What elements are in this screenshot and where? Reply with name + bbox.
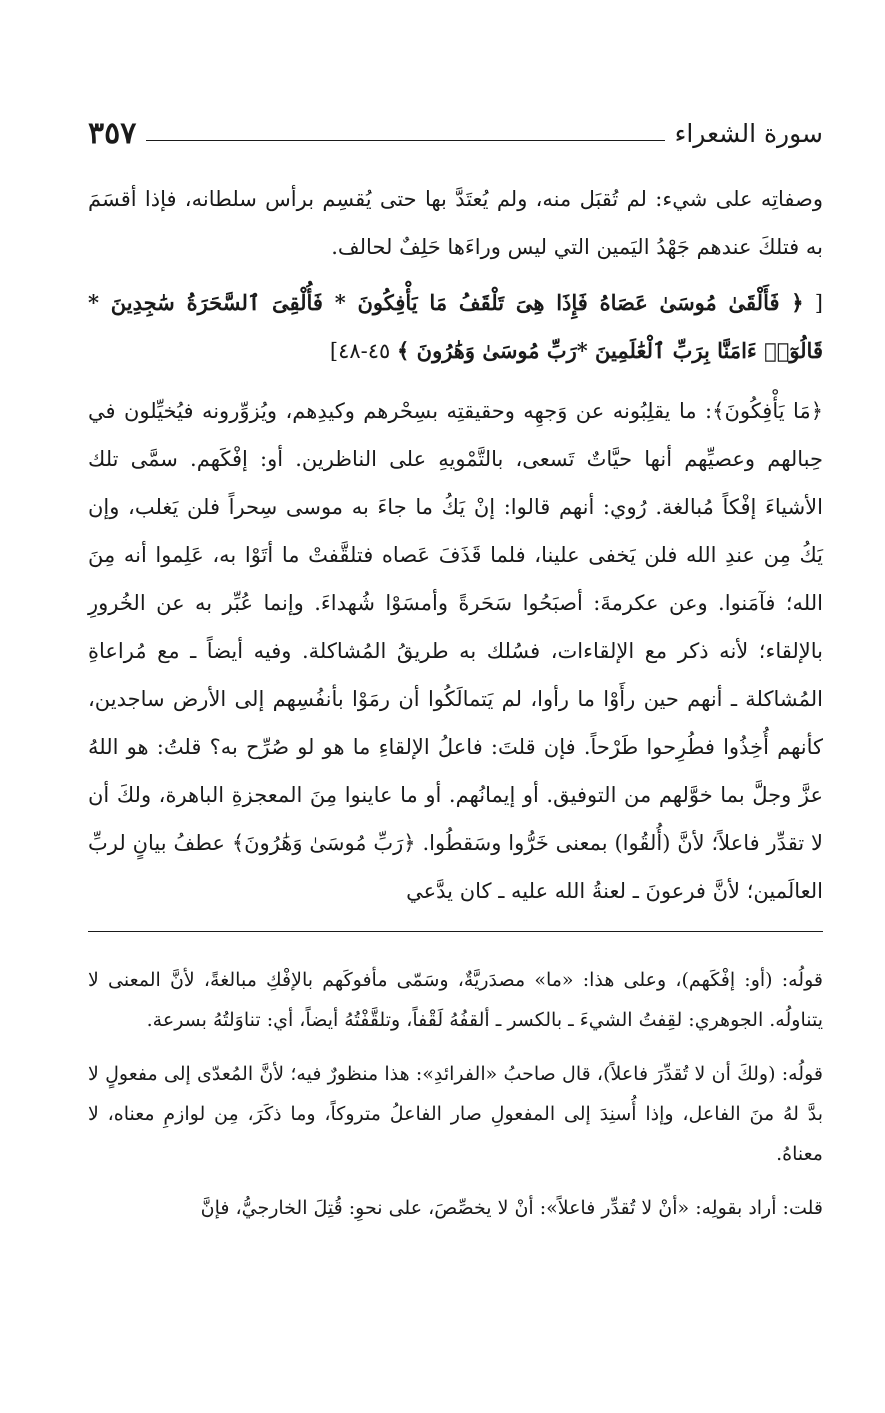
verse-reference: ٤٥-٤٨] [329, 339, 391, 363]
footnotes [88, 960, 823, 1242]
header-rule [146, 140, 664, 141]
paragraph-2: ﴿مَا يَأْفِكُونَ﴾: ما يقلِبُونه عن وَجهِه وحقيقتِه بسِحْرهم وكيدِهم، ويُزوِّرونه فيُخيِّلون في حِبالهم وعصيِّهم أنها حيَّاتٌ تَسعى، بالتَّمْويهِ على الناظرين. أو: إفْكَهم. سمَّى تلك الأشياءَ إفْكاً مُبالغة. رُوي: أنهم قالوا: إنْ يَكُ ما جاءَ به موسى سِحراً فلن يَغلب، وإن يَكُ مِن عندِ الله فلن يَخفى علينا، فلما قَذَفَ عَصاه فتلقَّفتْ ما أتَوْا به، عَلِموا أنه مِنَ الله؛ فآمَنوا. وعن عكرمةَ: أصبَحُوا سَحَرةً وأمسَوْا شُهداءَ. وإنما عُبِّر به عن الخُرورِ بالإلقاء؛ لأنه ذكر مع الإلقاءات، فسُلك به طريقُ المُشاكلة. وفيه أيضاً ـ مع مُراعاةِ المُشاكلة ـ أنهم حين رأَوْا ما رأوا، لم يَتمالَكُوا أن رمَوْا بأنفُسِهم إلى الأرض ساجدين، كأنهم أُخِذُوا فطُرِحوا طَرْحاً. فإن قلتَ: فاعلُ الإلقاءِ ما هو لو صُرِّح به؟ قلتُ: هو اللهُ عزَّ وجلَّ بما خوَّلهم من التوفيق. أو إيمانُهم. أو ما عاينوا مِنَ المعجزةِ الباهرة، ولكَ أن لا تقدِّر فاعلاً؛ لأنَّ (أُلقُوا) بمعنى خَرُّوا وسَقطُوا. ﴿رَبِّ مُوسَىٰ وَهَٰرُونَ﴾ عطفُ بيانٍ لربِّ العالَمين؛ لأنَّ فرعونَ ـ لعنةُ الله عليه ـ كان يدَّعي [88, 399, 823, 903]
footnote-divider [88, 931, 823, 932]
running-head [88, 108, 823, 158]
note-2: قولُه: (ولكَ أن لا تُقدِّرَ فاعلاً)، قال صاحبُ «الفرائدِ»: هذا منظورٌ فيه؛ لأنَّ المُعدّى إلى مفعولٍ لا بدَّ لهُ منَ الفاعل، وإذا أُسنِدَ إلى المفعولِ صار الفاعلُ متروكاً، وما ذكَرَ، مِن لوازمِ معناه، لا معناهُ. [88, 1063, 823, 1165]
paragraph-1: وصفاتِه على شيء: لم تُقبَل منه، ولم يُعتَدَّ بها حتى يُقسِم برأس سلطانه، فإذا أقسَمَ به فتلكَ عندهم جَهْدُ اليَمين التي ليس وراءَها حَلِفٌ لحالف. [88, 187, 823, 259]
note-3: قلت: أراد بقولِه: «أنْ لا تُقدِّر فاعلاً»: أنْ لا يخصِّصَ، على نحوِ: قُتِلَ الخارجيُّ، فإنَّ [200, 1197, 823, 1219]
verse-open-bracket: [ [814, 291, 823, 315]
main-text [88, 175, 823, 915]
surah-name: سورة الشعراء [674, 118, 823, 148]
verse-text: ﴿ فَأَلْقَىٰ مُوسَىٰ عَصَاهُ فَإِذَا هِىَ تَلْقَفُ مَا يَأْفِكُونَ * فَأُلْقِىَ ٱلسَّحَرَةُ سَٰجِدِينَ * قَالُوٓا۟ ءَامَنَّا بِرَبِّ ٱلْعَٰلَمِينَ *رَبِّ مُوسَىٰ وَهَٰرُونَ ﴾ [88, 290, 823, 363]
note-1: قولُه: (أو: إفْكَهم)، وعلى هذا: «ما» مصدَريَّةٌ، وسَمّى مأفوكَهم بالإفْكِ مبالغةً، لأنَّ المعنى لا يتناولُه. الجوهري: لقِفتُ الشيءَ ـ بالكسر ـ ألقفُهُ لَقْفاً، وتلقَّفْتُهُ أيضاً، أي: تناوَلتُهُ بسرعة. [88, 969, 823, 1031]
quran-verse [88, 279, 823, 375]
page-number: ٣٥٧ [88, 115, 137, 151]
